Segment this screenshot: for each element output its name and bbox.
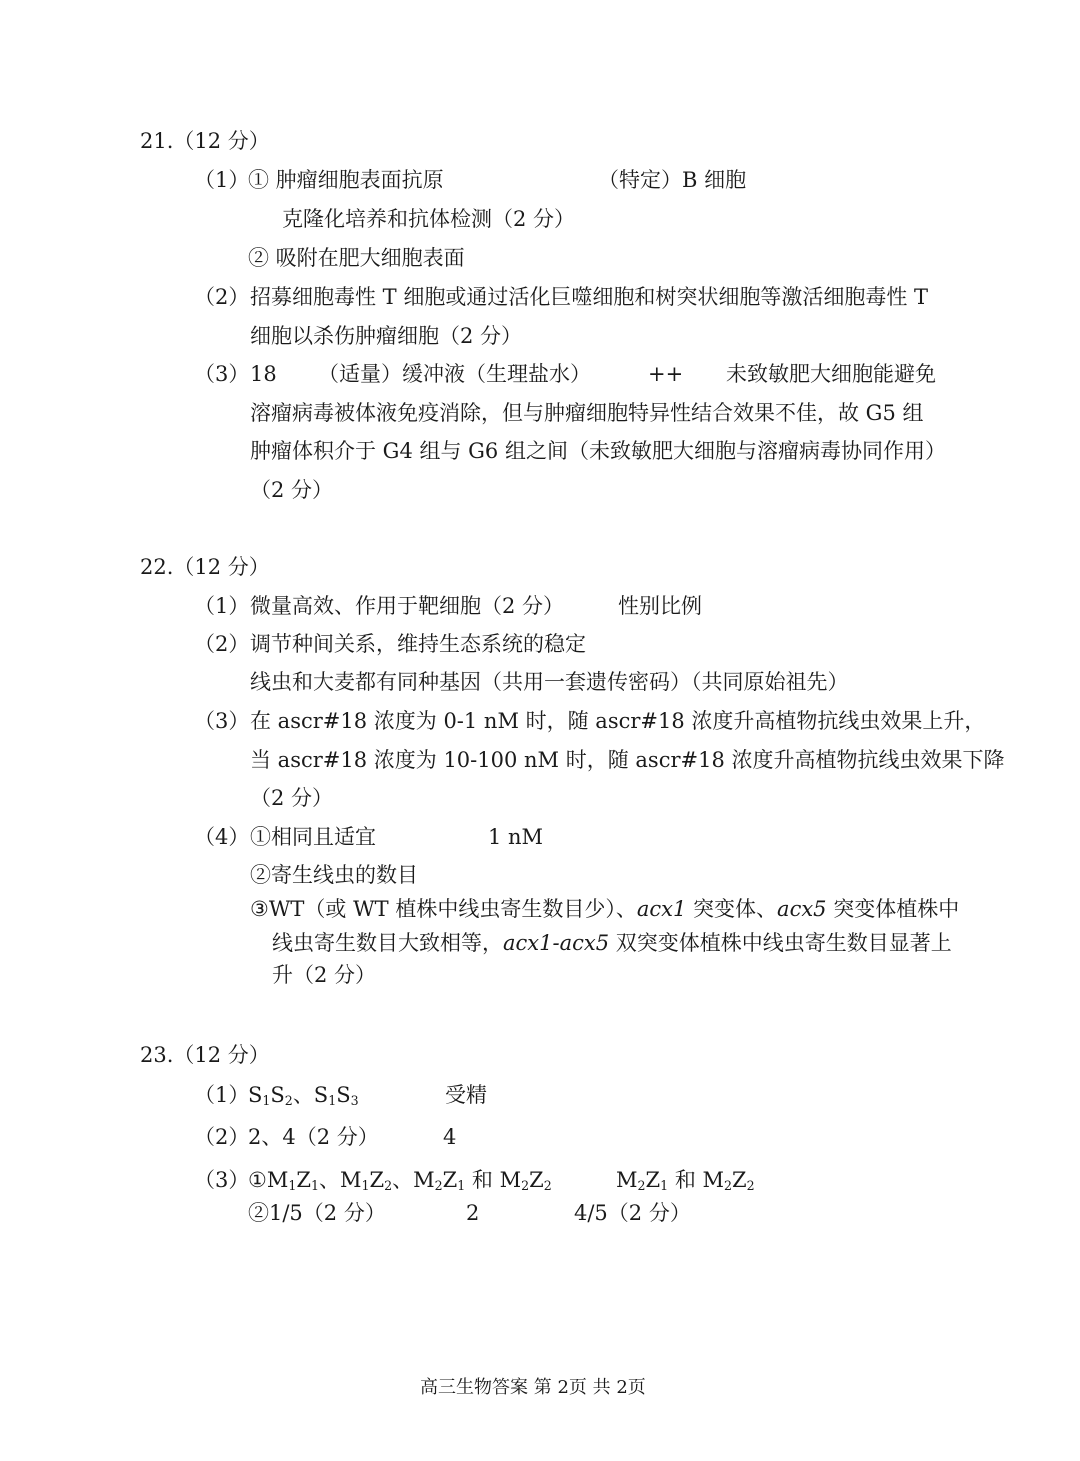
q23-p3-sub: 2	[521, 1178, 530, 1194]
q22-p1-num: （1）	[194, 594, 250, 618]
q22-p4-text: ③WT（或 WT 植株中线虫寄生数目少）、	[250, 897, 637, 921]
q23-p3-sub: 2	[637, 1178, 646, 1194]
q23-p3-part: 、M	[318, 1168, 362, 1192]
q23-p1-answer-2: 受精	[445, 1083, 487, 1107]
q22-p4-gene: acx1	[636, 897, 687, 921]
q22-p4-gene: acx5	[777, 897, 827, 921]
q23-p1-sub: 3	[350, 1093, 359, 1109]
q23-p3-sub: 1	[310, 1178, 319, 1194]
q23-p3-genotypes	[248, 1168, 552, 1194]
q23-p2-answer-2: 4	[443, 1125, 457, 1149]
q22-p4-answer-1: ①相同且适宜	[250, 825, 376, 849]
q23-p3-part: M	[616, 1168, 638, 1192]
q22-p4-text: 突变体植株中	[826, 897, 960, 921]
q23-p3-part: Z	[442, 1168, 458, 1192]
q22-p4-line-6: 升（2 分）	[272, 963, 377, 987]
q22-p3-line-1: 在 ascr#18 浓度为 0-1 nM 时，随 ascr#18 浓度升高植物抗线虫效果上升，	[250, 709, 986, 733]
q21-p1-answer-1: ① 肿瘤细胞表面抗原	[248, 168, 444, 192]
q23-p3-answer-2	[616, 1168, 755, 1194]
q23-p3-part: Z	[529, 1168, 544, 1192]
q22-title: 22.（12 分）	[140, 555, 270, 579]
q21-p2-num: （2）	[194, 285, 250, 309]
q23-p3-sub: 2	[746, 1178, 755, 1194]
q23-p3-sub: 1	[457, 1178, 466, 1194]
q22-p3-line-3: （2 分）	[250, 786, 334, 810]
q21-p3-answer-3: ++	[648, 362, 684, 386]
q23-p2-num: （2）	[194, 1125, 250, 1149]
q21-p3-answer-1: 18	[250, 362, 277, 386]
q22-p4-text: 突变体、	[686, 897, 778, 921]
q22-p4-text: 双突变体植株中线虫寄生数目显著上	[609, 931, 952, 955]
q23-p1-part: S	[248, 1083, 263, 1107]
q23-p1-sub: 1	[328, 1093, 337, 1109]
q23-p3-part: 和 M	[465, 1168, 522, 1192]
q23-p3-part: Z	[369, 1168, 385, 1192]
q23-p3-part: Z	[645, 1168, 661, 1192]
q23-p3-part: ①M	[248, 1168, 289, 1192]
q23-p3-sub: 2	[384, 1178, 393, 1194]
q23-p2-answer-1: 2、4（2 分）	[248, 1125, 379, 1149]
page-footer: 高三生物答案 第 2页 共 2页	[420, 1377, 646, 1398]
q23-p1-answer-1	[248, 1083, 359, 1109]
q21-p2-line-2: 细胞以杀伤肿瘤细胞（2 分）	[250, 324, 523, 348]
q23-p3-part: 和 M	[668, 1168, 724, 1192]
q23-p3-sub: 1	[660, 1178, 669, 1194]
q23-p3-part: Z	[732, 1168, 747, 1192]
q23-p3-sub: 2	[724, 1178, 733, 1194]
q22-p2-num: （2）	[194, 632, 250, 656]
q23-p1-part: 、S	[292, 1083, 329, 1107]
q23-p3-sub: 1	[361, 1178, 370, 1194]
q22-p4-answer-4	[250, 899, 959, 920]
q23-p1-part: S	[270, 1083, 285, 1107]
q22-p1-answer-1: 微量高效、作用于靶细胞（2 分）	[250, 594, 565, 618]
q21-p3-answer-4: 未致敏肥大细胞能避免	[726, 362, 936, 386]
q22-p4-line-5	[272, 933, 952, 954]
q23-p1-sub: 1	[262, 1093, 271, 1109]
q21-p1-answer-2: （特定）B 细胞	[598, 168, 747, 192]
q21-p1-num: （1）	[194, 168, 250, 192]
q23-p1-num: （1）	[194, 1083, 250, 1107]
q21-p3-answer-2: （适量）缓冲液（生理盐水）	[318, 362, 591, 386]
q22-p3-num: （3）	[194, 709, 250, 733]
q22-p4-answer-2: 1 nM	[488, 825, 544, 849]
q23-p3-sub: 1	[288, 1178, 297, 1194]
q22-p4-num: （4）	[194, 825, 250, 849]
q23-p3-answer-3: ②1/5（2 分）	[248, 1201, 386, 1225]
q21-p3-line-3: 肿瘤体积介于 G4 组与 G6 组之间（未致敏肥大细胞与溶瘤病毒协同作用）	[250, 439, 946, 463]
q21-title: 21.（12 分）	[140, 129, 270, 153]
q23-p3-answer-5: 4/5（2 分）	[574, 1201, 691, 1225]
q21-p3-line-4: （2 分）	[250, 478, 334, 502]
q22-p1-answer-2: 性别比例	[618, 594, 702, 618]
q23-p3-part: 、M	[392, 1168, 435, 1192]
q23-p3-sub: 2	[434, 1178, 443, 1194]
q22-p2-line-2: 线虫和大麦都有同种基因（共用一套遗传密码）（共同原始祖先）	[250, 670, 849, 694]
q21-p1-answer-3: 克隆化培养和抗体检测（2 分）	[282, 207, 576, 231]
q22-p2-line-1: 调节种间关系，维持生态系统的稳定	[250, 632, 586, 656]
q23-p3-part: Z	[296, 1168, 311, 1192]
q22-p4-gene: acx1-acx5	[503, 931, 610, 955]
q23-p1-part: S	[336, 1083, 351, 1107]
q22-p3-line-2: 当 ascr#18 浓度为 10-100 nM 时，随 ascr#18 浓度升高植物抗线虫效果下降	[250, 748, 1005, 772]
q23-p3-num: （3）	[194, 1168, 250, 1192]
q23-p3-sub: 2	[543, 1178, 552, 1194]
q22-p4-text: 线虫寄生数目大致相等，	[272, 931, 503, 955]
q21-p2-line-1: 招募细胞毒性 T 细胞或通过活化巨噬细胞和树突状细胞等激活细胞毒性 T	[250, 285, 929, 309]
q23-p3-answer-4: 2	[466, 1201, 480, 1225]
q21-p3-num: （3）	[194, 362, 250, 386]
q21-p3-line-2: 溶瘤病毒被体液免疫消除，但与肿瘤细胞特异性结合效果不佳，故 G5 组	[250, 401, 924, 425]
q21-p1-answer-4: ② 吸附在肥大细胞表面	[248, 246, 465, 270]
q23-title: 23.（12 分）	[140, 1043, 270, 1067]
q23-p1-sub: 2	[284, 1093, 293, 1109]
q22-p4-answer-3: ②寄生线虫的数目	[250, 863, 418, 887]
